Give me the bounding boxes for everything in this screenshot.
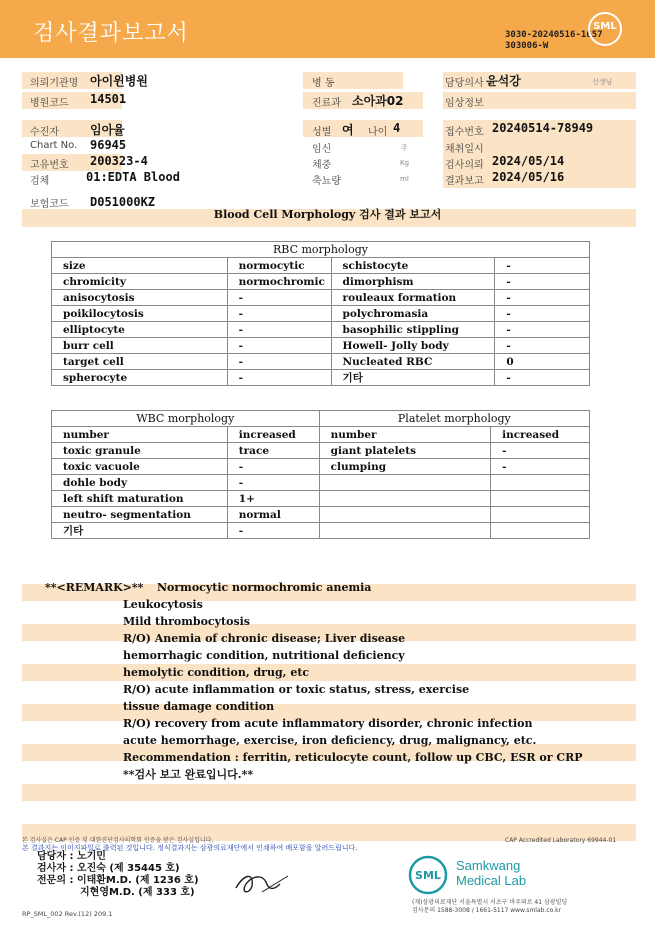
report-label: 결과보고 xyxy=(445,176,484,187)
rbc-row-cell: normocytic xyxy=(227,258,331,274)
rbc-row-cell: rouleaux formation xyxy=(331,290,495,306)
rbc-row-cell: - xyxy=(495,322,590,338)
rbc-header: RBC morphology xyxy=(52,242,590,258)
remark-label: **<REMARK>** xyxy=(45,581,144,594)
rbc-row xyxy=(52,338,590,354)
wbc-platelet-row-cell xyxy=(491,507,590,523)
chart-label: Chart No. xyxy=(30,140,78,151)
wbc-platelet-row xyxy=(52,475,590,491)
specialist-label: 전문의 : xyxy=(37,875,74,886)
rbc-row-cell: - xyxy=(495,338,590,354)
company-contact: 검사문의 1588-3008 / 1661-5117 www.smlab.co.kr xyxy=(412,907,562,914)
wbc-platelet-table xyxy=(51,410,590,539)
rbc-row-cell: chromicity xyxy=(52,274,228,290)
rbc-row-cell: schistocyte xyxy=(331,258,495,274)
remark-band xyxy=(22,784,636,801)
rbc-row-cell: normochromic xyxy=(227,274,331,290)
rbc-row-cell: polychromasia xyxy=(331,306,495,322)
wbc-platelet-row-cell: trace xyxy=(227,443,319,459)
rbc-row-cell: - xyxy=(227,338,331,354)
receipt-value: 20240514-78949 xyxy=(492,121,594,135)
specimen-label: 검체 xyxy=(30,176,50,187)
specialist-1: 이태환M.D. (제 1236 호) xyxy=(76,875,199,886)
wbc-platelet-row-cell: increased xyxy=(491,427,590,443)
specialist-2: 지현영M.D. (제 333 호) xyxy=(80,887,195,898)
company-name-2: Medical Lab xyxy=(456,873,527,888)
request-label: 검사의뢰 xyxy=(445,160,484,171)
wbc-platelet-row-cell xyxy=(319,523,491,539)
wbc-platelet-row xyxy=(52,443,590,459)
rbc-row-cell: poikilocytosis xyxy=(52,306,228,322)
cap-number: CAP Accredited Laboratory 69944-01 xyxy=(505,837,617,844)
document-number-1: 3030-20240516-1657 xyxy=(505,30,603,40)
rbc-row-cell: 기타 xyxy=(331,370,495,386)
rbc-row-cell: Nucleated RBC xyxy=(331,354,495,370)
rbc-row xyxy=(52,354,590,370)
wbc-platelet-row xyxy=(52,459,590,475)
pregnancy-unit: 주 xyxy=(401,144,408,152)
doctor-suffix: 선생님 xyxy=(592,78,613,86)
wbc-platelet-row-cell: normal xyxy=(227,507,319,523)
rbc-table xyxy=(51,241,590,386)
wbc-platelet-row-cell: giant platelets xyxy=(319,443,491,459)
wbc-platelet-row-cell: toxic vacuole xyxy=(52,459,228,475)
rbc-row xyxy=(52,258,590,274)
wbc-platelet-row-cell: - xyxy=(227,459,319,475)
rbc-row-cell: - xyxy=(227,322,331,338)
remark-line: Recommendation : ferritin, reticulocyte count, follow up CBC, ESR or CRP xyxy=(123,751,583,764)
rbc-row-cell: - xyxy=(495,370,590,386)
company-address: (재)삼광의료재단 서울특별시 서초구 바우뫼로 41 삼광빌딩 xyxy=(412,899,568,906)
rbc-row-cell: - xyxy=(227,290,331,306)
hospital-code-label: 병원코드 xyxy=(30,98,69,109)
rbc-row-cell: - xyxy=(227,354,331,370)
insurance-label: 보험코드 xyxy=(30,199,69,210)
insurance-value: D051000KZ xyxy=(90,195,156,209)
tester-label: 검사자 : xyxy=(37,863,74,874)
sml-company-logo-icon xyxy=(408,855,448,895)
rbc-row-cell: anisocytosis xyxy=(52,290,228,306)
signatures xyxy=(37,851,199,899)
sml-logo-text: SML xyxy=(593,21,617,32)
wbc-platelet-row-cell: - xyxy=(491,459,590,475)
rbc-row-cell: 0 xyxy=(495,354,590,370)
specimen-value: 01:EDTA Blood xyxy=(86,170,180,184)
clinical-label: 임상정보 xyxy=(445,98,484,109)
wbc-platelet-row-cell xyxy=(319,491,491,507)
rbc-row-cell: - xyxy=(227,370,331,386)
dept-label: 진료과 xyxy=(312,98,341,109)
notice-blue: 본 결과지는 이미지파일로 출력된 것입니다. 정식결과지는 삼광의료재단에서 인쇄하여 배포함을 알려드립니다. xyxy=(22,844,358,852)
wbc-platelet-row-cell: left shift maturation xyxy=(52,491,228,507)
rbc-row-cell: elliptocyte xyxy=(52,322,228,338)
rbc-row xyxy=(52,306,590,322)
wbc-platelet-row-cell xyxy=(491,475,590,491)
id-label: 고유번호 xyxy=(30,160,69,171)
ward-label: 병 동 xyxy=(312,78,335,89)
remark-line: Leukocytosis xyxy=(123,598,203,611)
urine-unit: ml xyxy=(400,175,409,183)
wbc-header: WBC morphology xyxy=(52,411,320,427)
chart-value: 96945 xyxy=(90,138,127,152)
collection-label: 채취일시 xyxy=(445,144,484,155)
tester-name: 오진숙 (제 35445 호) xyxy=(76,863,180,874)
rbc-row-cell: - xyxy=(227,306,331,322)
wbc-platelet-row-cell xyxy=(491,523,590,539)
wbc-platelet-row-cell xyxy=(319,475,491,491)
sex-label: 성별 xyxy=(312,127,332,138)
company-name xyxy=(456,858,526,888)
weight-label: 체중 xyxy=(312,160,332,171)
wbc-platelet-row-cell: 1+ xyxy=(227,491,319,507)
urine-label: 축뇨량 xyxy=(312,176,341,187)
patient-value: 임아율 xyxy=(90,123,125,137)
wbc-platelet-row-cell: neutro- segmentation xyxy=(52,507,228,523)
notice-small: 본 검사실은 CAP 인증 및 대한진단검사의학회 인증을 받은 검사실입니다. xyxy=(22,837,214,844)
request-value: 2024/05/14 xyxy=(492,154,565,168)
institution-value: 아이윈병원 xyxy=(90,74,148,88)
rbc-row-cell: - xyxy=(495,274,590,290)
wbc-platelet-row-cell: - xyxy=(491,443,590,459)
wbc-platelet-row-cell: - xyxy=(227,523,319,539)
rbc-row xyxy=(52,290,590,306)
remark-line: R/O) recovery from acute inflammatory disorder, chronic infection xyxy=(123,717,533,730)
rbc-row xyxy=(52,370,590,386)
wbc-platelet-row-cell: number xyxy=(319,427,491,443)
dept-value: 소아과02 xyxy=(352,94,404,108)
wbc-platelet-row xyxy=(52,507,590,523)
platelet-header: Platelet morphology xyxy=(319,411,589,427)
institution-label: 의뢰기관명 xyxy=(30,78,79,89)
sex-value: 여 xyxy=(342,123,354,137)
remark-line: R/O) Anemia of chronic disease; Liver disease xyxy=(123,632,406,645)
wbc-platelet-row xyxy=(52,523,590,539)
rbc-row-cell: - xyxy=(495,306,590,322)
company-name-1: Samkwang xyxy=(456,858,521,873)
page-title: 검사결과보고서 xyxy=(33,21,189,46)
remark-line: hemorrhagic condition, nutritional deficiency xyxy=(123,649,405,662)
rbc-row-cell: size xyxy=(52,258,228,274)
form-code: RP_SML_002 Rev.(12) 209.1 xyxy=(22,910,113,918)
reporter-label: 담당자 : xyxy=(37,851,74,862)
rbc-row-cell: basophilic stippling xyxy=(331,322,495,338)
wbc-platelet-row-cell xyxy=(319,507,491,523)
rbc-row-cell: burr cell xyxy=(52,338,228,354)
rbc-row xyxy=(52,322,590,338)
report-title: Blood Cell Morphology 검사 결과 보고서 xyxy=(213,208,442,221)
remark-line: **검사 보고 완료입니다.** xyxy=(123,768,254,781)
weight-unit: Kg xyxy=(400,159,410,167)
wbc-platelet-row xyxy=(52,427,590,443)
rbc-row-cell: target cell xyxy=(52,354,228,370)
rbc-row-cell: dimorphism xyxy=(331,274,495,290)
remark-band xyxy=(22,664,636,681)
wbc-platelet-row-cell: - xyxy=(227,475,319,491)
patient-label: 수진자 xyxy=(30,127,59,138)
document-number-2: 303006-W xyxy=(505,41,549,51)
rbc-row-cell: Howell- Jolly body xyxy=(331,338,495,354)
remark-line: hemolytic condition, drug, etc xyxy=(123,666,310,679)
reporter-name: 노기민 xyxy=(76,851,106,862)
remark-first-line: Normocytic normochromic anemia xyxy=(157,581,372,594)
wbc-platelet-row-cell: dohle body xyxy=(52,475,228,491)
pregnancy-label: 임신 xyxy=(312,144,332,155)
rbc-row-cell: spherocyte xyxy=(52,370,228,386)
remark-line: tissue damage condition xyxy=(123,700,275,713)
age-label: 나이 xyxy=(368,127,388,138)
wbc-platelet-row-cell: 기타 xyxy=(52,523,228,539)
wbc-platelet-row xyxy=(52,491,590,507)
wbc-platelet-row-cell xyxy=(491,491,590,507)
wbc-platelet-row-cell: number xyxy=(52,427,228,443)
wbc-platelet-row-cell: clumping xyxy=(319,459,491,475)
rbc-row-cell: - xyxy=(495,290,590,306)
age-value: 4 xyxy=(393,121,401,135)
remark-line: R/O) acute inflammation or toxic status, stress, exercise xyxy=(123,683,470,696)
doctor-value: 윤석강 xyxy=(486,74,521,88)
remark-line: Mild thrombocytosis xyxy=(123,615,251,628)
receipt-label: 접수번호 xyxy=(445,127,484,138)
rbc-row xyxy=(52,274,590,290)
wbc-platelet-row-cell: increased xyxy=(227,427,319,443)
remark-line: acute hemorrhage, exercise, iron deficiency, drug, malignancy, etc. xyxy=(123,734,537,747)
doctor-label: 담당의사 xyxy=(445,78,484,89)
signature-scribble-icon xyxy=(232,864,292,898)
rbc-row-cell: - xyxy=(495,258,590,274)
id-value: 200323-4 xyxy=(90,154,148,168)
wbc-platelet-row-cell: toxic granule xyxy=(52,443,228,459)
svg-text:SML: SML xyxy=(415,869,441,882)
hospital-code-value: 14501 xyxy=(90,92,127,106)
report-value: 2024/05/16 xyxy=(492,170,565,184)
